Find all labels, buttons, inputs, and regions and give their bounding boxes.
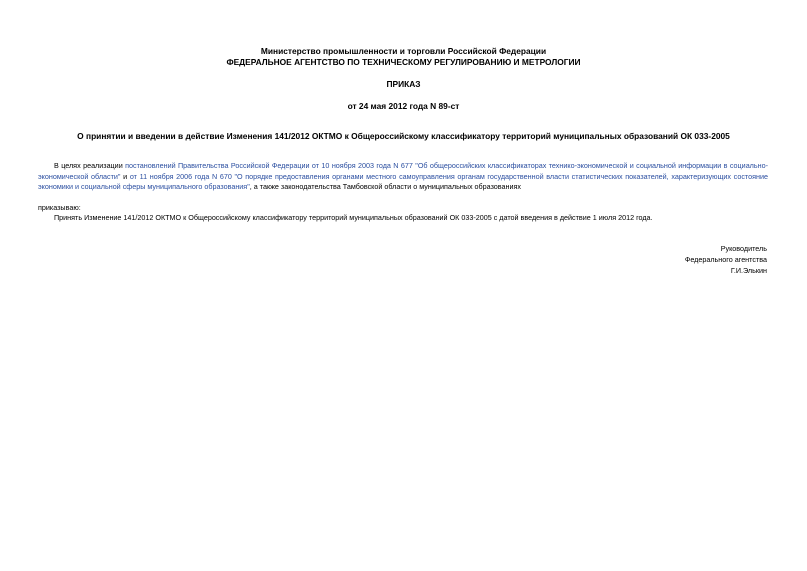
signature-title: Руководитель: [720, 244, 767, 253]
document-type: ПРИКАЗ: [386, 79, 421, 89]
document-title: О принятии и введении в действие Изменения 141/2012 ОКТМО к Общероссийскому классификатору территорий муниципальных образований ОК 033-2005: [77, 131, 730, 141]
preamble-text-1: В целях реализации: [54, 161, 126, 170]
preamble-text-2: и: [120, 171, 130, 181]
order-item: Принять Изменение 141/2012 ОКТМО к Общероссийскому классификатору территорий муниципальных образований ОК 033-2005 с датой введения в действие 1 июля 2012 года.: [54, 213, 653, 222]
preamble-text-3: , а также законодательства Тамбовской области о муниципальных образованиях: [249, 182, 521, 191]
preamble-link-government-decree-677[interactable]: постановлений Правительства Российской Федерации от 10 ноября 2003 года N 677 "Об общероссийских классификаторах технико-экономической и социальной информации в социально-экономической области": [38, 161, 768, 181]
signature-name: Г.И.Элькин: [730, 266, 767, 275]
order-label: приказываю:: [38, 203, 81, 212]
agency-name: ФЕДЕРАЛЬНОЕ АГЕНТСТВО ПО ТЕХНИЧЕСКОМУ РЕГУЛИРОВАНИЮ И МЕТРОЛОГИИ: [226, 57, 581, 67]
preamble-paragraph: [38, 161, 768, 193]
document-date: от 24 мая 2012 года N 89-ст: [347, 101, 460, 111]
preamble-link-government-decree-670[interactable]: от 11 ноября 2006 года N 670 "О порядке предоставления органами местного самоуправления органам государственной власти статистических показателей, характеризующих состояние экономики и социальной сферы муниципального образования": [38, 171, 768, 191]
ministry-name: Министерство промышленности и торговли Российской Федерации: [260, 46, 547, 56]
signature-agency: Федерального агентства: [684, 255, 767, 264]
